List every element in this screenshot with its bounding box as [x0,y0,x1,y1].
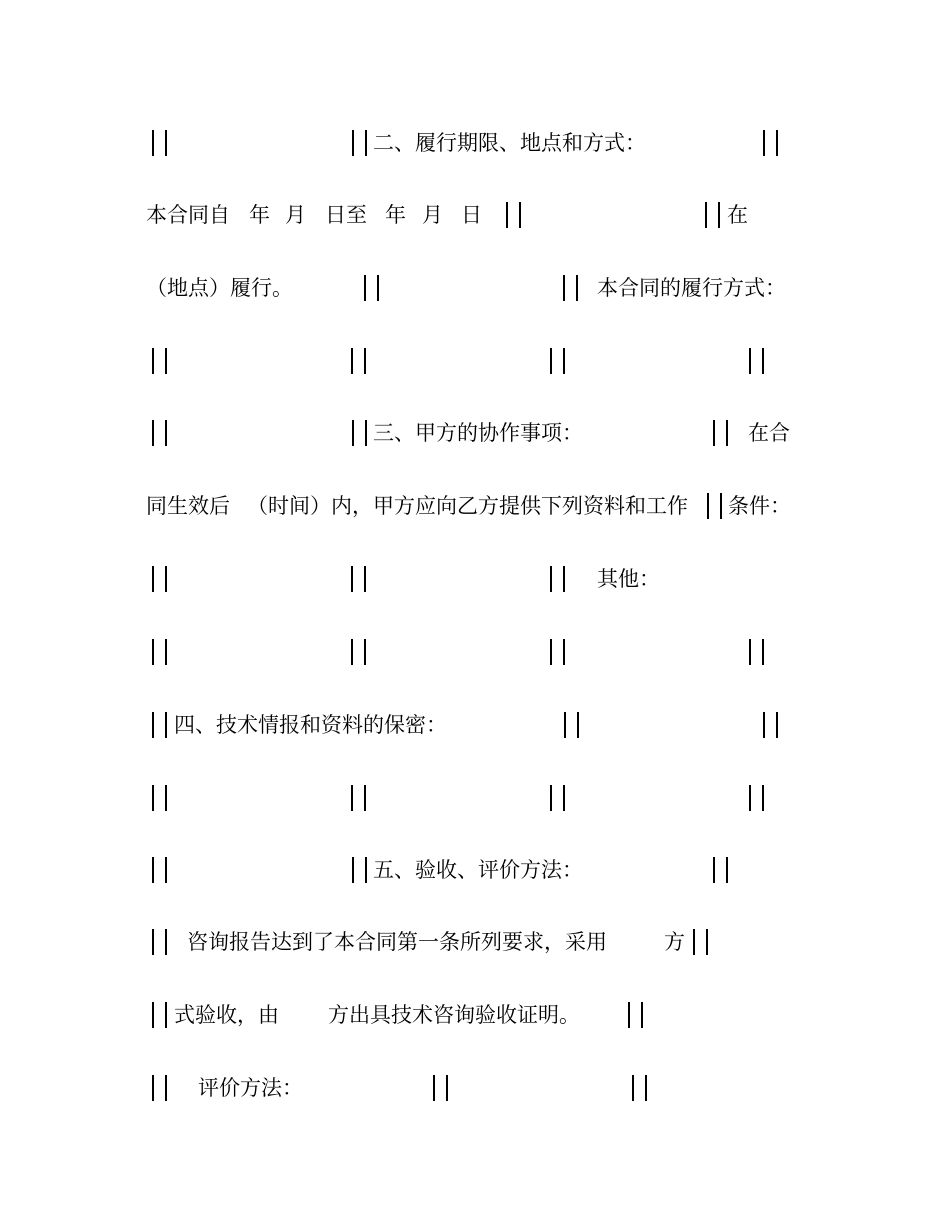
cell-border [152,130,154,156]
cell-border [693,929,695,955]
cell-border [706,929,708,955]
contract-line [0,705,950,745]
border-row [0,632,950,672]
cell-border [364,566,366,592]
cell-border [152,857,154,883]
contract-line [0,922,950,962]
cell-border [628,1002,630,1028]
cell-border [563,566,565,592]
cell-border [351,639,353,665]
text-segment: （地点）履行。 [146,276,293,300]
cell-border [364,639,366,665]
cell-border [152,348,154,374]
contract-line [0,123,950,163]
section-heading: 三、甲方的协作事项： [373,421,583,445]
cell-border [563,785,565,811]
cell-border [365,857,367,883]
cell-border [713,857,715,883]
section-heading: 四、技术情报和资料的保密： [174,713,447,737]
cell-border [351,348,353,374]
cell-border [726,857,728,883]
text-segment: 日至 [325,203,367,227]
cell-border [776,130,778,156]
cell-border [749,785,751,811]
text-segment: 日 [461,203,482,227]
cell-border [165,420,167,446]
cell-border [705,202,707,228]
cell-border [763,130,765,156]
contract-line [0,486,950,526]
cell-border [564,712,566,738]
text-segment: 咨询报告达到了本合同第一条所列要求，采用 [187,930,607,954]
cell-border [720,493,722,519]
text-segment: 评价方法： [198,1076,303,1100]
cell-border [763,712,765,738]
cell-border [519,202,521,228]
cell-border [550,785,552,811]
cell-border [165,857,167,883]
contract-line [0,995,950,1035]
cell-border [550,348,552,374]
cell-border [762,785,764,811]
cell-border [351,566,353,592]
text-segment: 同生效后 [146,494,230,518]
contract-line [0,559,950,599]
text-segment: 其他： [597,567,660,591]
cell-border [165,1002,167,1028]
contract-line [0,268,950,308]
text-segment: 在合 [748,421,790,445]
text-segment: 方出具技术咨询验收证明。 [328,1003,580,1027]
text-segment: 年 [249,203,270,227]
cell-border [352,130,354,156]
cell-border [351,785,353,811]
cell-border [550,639,552,665]
contract-line [0,1068,950,1108]
cell-border [433,1075,435,1101]
cell-border [152,1075,154,1101]
cell-border [506,202,508,228]
cell-border [152,639,154,665]
cell-border [152,566,154,592]
cell-border [645,1075,647,1101]
cell-border [352,420,354,446]
cell-border [152,1002,154,1028]
text-segment: 月 [422,203,443,227]
contract-line [0,413,950,453]
cell-border [152,785,154,811]
cell-border [364,785,366,811]
cell-border [577,712,579,738]
cell-border [726,420,728,446]
cell-border [364,348,366,374]
text-segment: 式验收，由 [174,1003,279,1027]
cell-border [165,785,167,811]
text-segment: 月 [285,203,306,227]
cell-border [152,712,154,738]
cell-border [641,1002,643,1028]
cell-border [165,348,167,374]
cell-border [776,712,778,738]
cell-border [365,420,367,446]
cell-border [377,275,379,301]
cell-border [576,275,578,301]
cell-border [550,566,552,592]
cell-border [352,857,354,883]
text-segment: 在 [727,203,748,227]
cell-border [563,275,565,301]
cell-border [165,1075,167,1101]
cell-border [365,130,367,156]
cell-border [152,929,154,955]
border-row [0,341,950,381]
section-heading: 二、履行期限、地点和方式： [373,131,646,155]
cell-border [446,1075,448,1101]
cell-border [165,712,167,738]
contract-line [0,850,950,890]
contract-line [0,195,950,235]
cell-border [165,566,167,592]
cell-border [762,639,764,665]
cell-border [749,348,751,374]
section-heading: 五、验收、评价方法： [373,858,583,882]
text-segment: 本合同自 [146,203,230,227]
cell-border [165,929,167,955]
cell-border [632,1075,634,1101]
cell-border [749,639,751,665]
cell-border [152,420,154,446]
cell-border [563,639,565,665]
text-segment: 本合同的履行方式： [597,276,786,300]
cell-border [713,420,715,446]
cell-border [762,348,764,374]
cell-border [165,639,167,665]
text-segment: （时间）内，甲方应向乙方提供下列资料和工作 [247,494,688,518]
cell-border [707,493,709,519]
text-segment: 年 [385,203,406,227]
text-segment: 条件： [728,494,791,518]
cell-border [165,130,167,156]
border-row [0,778,950,818]
cell-border [563,348,565,374]
cell-border [718,202,720,228]
text-segment: 方 [664,930,685,954]
cell-border [364,275,366,301]
